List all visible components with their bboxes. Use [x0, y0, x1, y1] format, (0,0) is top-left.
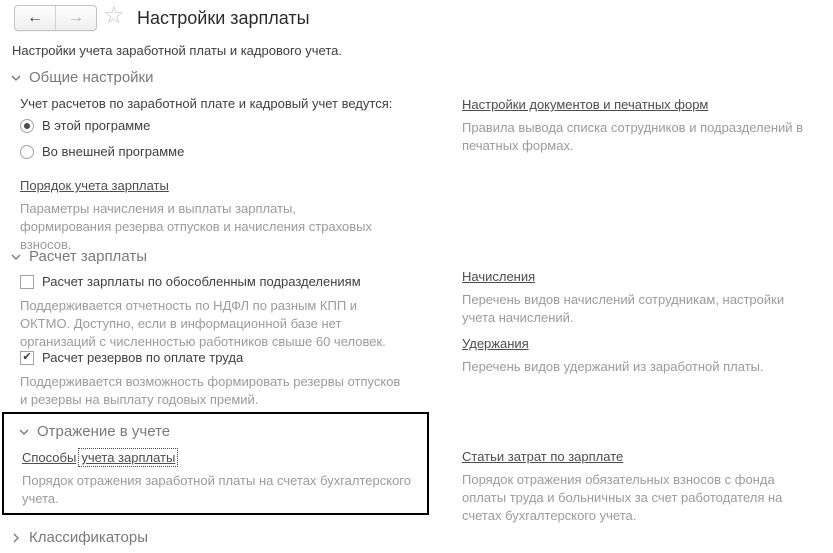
radio-external-program-label: Во внешней программе [42, 144, 185, 159]
checkbox-box-unchecked [20, 275, 34, 289]
checkbox-separate-divisions-label: Расчет зарплаты по обособленным подразделениям [42, 274, 361, 289]
section-salary-calculation[interactable] [10, 248, 147, 265]
checkbox-labor-reserves-desc: Поддерживается возможность формировать резервы отпусков и резервы на выплату годовых премий. [20, 374, 401, 407]
salary-accounting-order-desc: Параметры начисления и выплаты зарплаты, формирования резерва отпусков и начисления страховых взносов. [20, 201, 373, 252]
chevron-down-icon [18, 426, 30, 438]
page-subtitle: Настройки учета заработной платы и кадрового учета. [12, 43, 342, 58]
radio-circle-selected [20, 119, 34, 133]
back-arrow-icon: ← [27, 9, 43, 26]
deductions-link[interactable]: Удержания [462, 336, 529, 351]
section-general-settings[interactable] [10, 69, 154, 86]
section-classifiers[interactable] [10, 529, 148, 546]
nav-button-group [14, 5, 97, 31]
section-accounting-reflection-title: Отражение в учете [37, 423, 171, 440]
radio-dot [24, 123, 30, 129]
accruals-link[interactable]: Начисления [462, 269, 536, 284]
checkbox-labor-reserves[interactable] [20, 350, 243, 365]
deductions-desc: Перечень видов удержаний из заработной платы. [462, 359, 764, 374]
documents-print-forms-desc: Правила вывода списка сотрудников и подразделений в печатных формах. [462, 120, 804, 153]
salary-cost-items-link[interactable]: Статьи затрат по зарплате [462, 449, 624, 464]
favorite-star-icon[interactable]: ☆ [103, 2, 125, 29]
salary-accounting-methods-desc: Порядок отражения заработной платы на счетах бухгалтерского учета. [22, 473, 411, 506]
salary-cost-items-desc: Порядок отражения обязательных взносов с фонда оплаты труда и больничных за счет работодателя на счетах бухгалтерского учета. [462, 472, 783, 523]
forward-button[interactable] [56, 6, 96, 30]
highlighted-region [2, 412, 429, 515]
salary-accounting-methods-link[interactable] [22, 450, 178, 465]
checkbox-separate-divisions-desc: Поддерживается отчетность по НДФЛ по разным КПП и ОКТМО. Доступно, если в информационной базе нет организаций с численностью работников свыше 60 человек. [20, 298, 386, 349]
accruals-desc: Перечень видов начислений сотрудникам, настройки учета начислений. [462, 292, 785, 325]
radio-external-program[interactable] [20, 144, 184, 159]
chevron-down-icon [10, 251, 22, 263]
section-salary-calculation-title: Расчет зарплаты [29, 248, 147, 265]
chevron-down-icon [10, 72, 22, 84]
check-icon: ✔ [22, 351, 32, 363]
radio-circle-unselected [20, 145, 34, 159]
salary-accounting-order-link[interactable]: Порядок учета зарплаты [20, 178, 169, 193]
back-button[interactable] [15, 6, 56, 30]
radio-this-program[interactable] [20, 118, 150, 133]
forward-arrow-icon: → [68, 9, 84, 26]
payroll-accounting-lead: Учет расчетов по заработной плате и кадровый учет ведутся: [20, 96, 393, 111]
section-accounting-reflection[interactable] [18, 423, 170, 440]
checkbox-box-checked [20, 351, 34, 365]
salary-accounting-methods-link-part2-focused: учета зарплаты [78, 448, 178, 467]
chevron-right-icon [10, 532, 22, 544]
salary-accounting-methods-link-part1: Способы [22, 450, 77, 465]
checkbox-labor-reserves-label: Расчет резервов по оплате труда [42, 350, 244, 365]
checkbox-separate-divisions[interactable] [20, 274, 361, 289]
section-classifiers-title: Классификаторы [29, 529, 149, 546]
page-title: Настройки зарплаты [137, 8, 310, 28]
radio-this-program-label: В этой программе [42, 118, 151, 133]
section-general-title: Общие настройки [29, 69, 154, 86]
documents-print-forms-link[interactable]: Настройки документов и печатных форм [462, 97, 709, 112]
